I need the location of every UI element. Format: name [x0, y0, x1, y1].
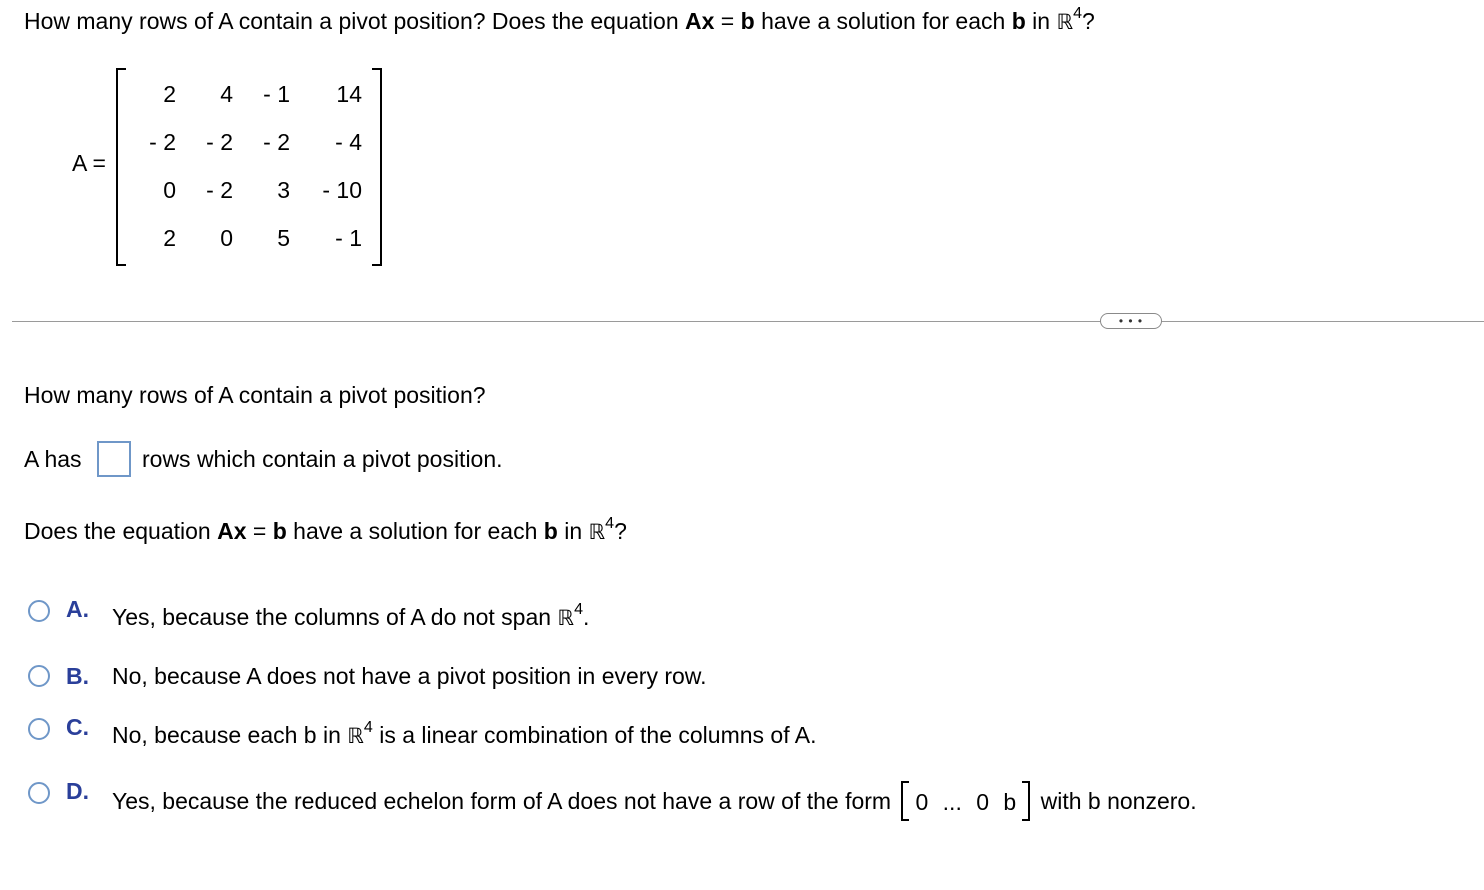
matrix-cell: - 4	[335, 129, 362, 155]
row-vector-left-bracket	[901, 781, 909, 821]
option-a-real-symbol: ℝ	[557, 606, 575, 630]
row-vector-ellipsis: ...	[942, 789, 962, 816]
question-b: b	[740, 8, 755, 34]
option-b-text: No, because A does not have a pivot position in every row.	[112, 663, 707, 689]
row-vector-right-bracket	[1022, 781, 1030, 821]
part1-question: How many rows of A contain a pivot position?	[24, 382, 486, 408]
matrix-cell: 14	[336, 81, 362, 107]
part2-b: b	[272, 518, 287, 544]
pivot-count-input[interactable]	[97, 441, 131, 477]
matrix-cell: 5	[277, 225, 290, 251]
option-c-radio[interactable]	[28, 718, 50, 740]
option-a-text-start: Yes, because the columns of A do not span	[112, 604, 558, 630]
matrix-cell: 3	[277, 177, 290, 203]
matrix-cell: 2	[163, 225, 176, 251]
option-c-real-symbol: ℝ	[347, 724, 364, 748]
option-d-text-start: Yes, because the reduced echelon form of A does not have a row of the form	[112, 788, 892, 814]
matrix-cell: 4	[220, 81, 233, 107]
row-vector-entry: 0	[976, 789, 990, 816]
option-d-text	[112, 788, 1197, 816]
part2-ax: Ax	[217, 518, 247, 544]
part2-eq: =	[246, 518, 273, 544]
option-a-radio[interactable]	[28, 600, 50, 622]
question-eq: =	[714, 8, 741, 34]
question-b2: b	[1011, 8, 1026, 34]
row-vector-entry: 0	[915, 789, 929, 816]
part2-mid: have a solution for each	[286, 518, 544, 544]
part2-question	[24, 515, 627, 545]
question-in: in	[1025, 8, 1057, 34]
row-vector-entry: b	[1003, 789, 1017, 816]
option-b-radio[interactable]	[28, 665, 50, 687]
option-c-text-end: is a linear combination of the columns of A.	[372, 722, 817, 748]
part2-b2: b	[543, 518, 558, 544]
question-title	[24, 5, 1095, 35]
section-divider	[12, 321, 1484, 322]
option-a-text-end: .	[582, 604, 590, 630]
matrix-cell: - 1	[263, 81, 290, 107]
part2-in: in	[557, 518, 589, 544]
option-a-exponent: 4	[574, 601, 583, 618]
matrix-cell: - 2	[263, 129, 290, 155]
more-button[interactable]: • • •	[1100, 313, 1162, 329]
matrix-label: A =	[72, 150, 106, 176]
option-c-letter: C.	[66, 714, 89, 740]
answer-prefix: A has	[24, 446, 82, 472]
option-c-text-start: No, because each b in	[112, 722, 348, 748]
matrix-cell: 2	[163, 81, 176, 107]
option-a-text	[112, 601, 590, 631]
option-c-exponent: 4	[363, 719, 373, 736]
question-ax: Ax	[685, 8, 715, 34]
matrix-cell: - 2	[206, 177, 233, 203]
matrix-right-bracket	[372, 68, 382, 266]
question-text-start: How many rows of A contain a pivot position? Does the equation	[24, 8, 679, 34]
matrix-cell: - 2	[206, 129, 233, 155]
option-a-letter: A.	[66, 596, 89, 622]
matrix-cell: 0	[220, 225, 233, 251]
question-real-symbol: ℝ	[1056, 10, 1074, 34]
matrix-cell: - 1	[335, 225, 362, 251]
matrix-a	[116, 68, 382, 264]
part2-text-start: Does the equation	[24, 518, 218, 544]
part2-exponent: 4	[605, 515, 615, 532]
matrix-cell: 0	[163, 177, 176, 203]
answer-suffix: rows which contain a pivot position.	[142, 446, 503, 472]
option-b-letter: B.	[66, 663, 89, 689]
part2-end: ?	[614, 518, 627, 544]
option-d-row-vector	[901, 789, 1030, 816]
matrix-cell: - 10	[322, 177, 362, 203]
part2-real-symbol: ℝ	[588, 520, 606, 544]
question-mid: have a solution for each	[754, 8, 1012, 34]
option-d-radio[interactable]	[28, 782, 50, 804]
option-d-text-end: with b nonzero.	[1040, 788, 1197, 814]
question-end: ?	[1082, 8, 1095, 34]
option-d-letter: D.	[66, 778, 89, 804]
question-exponent: 4	[1073, 5, 1082, 22]
matrix-cell: - 2	[149, 129, 176, 155]
option-c-text	[112, 719, 817, 749]
